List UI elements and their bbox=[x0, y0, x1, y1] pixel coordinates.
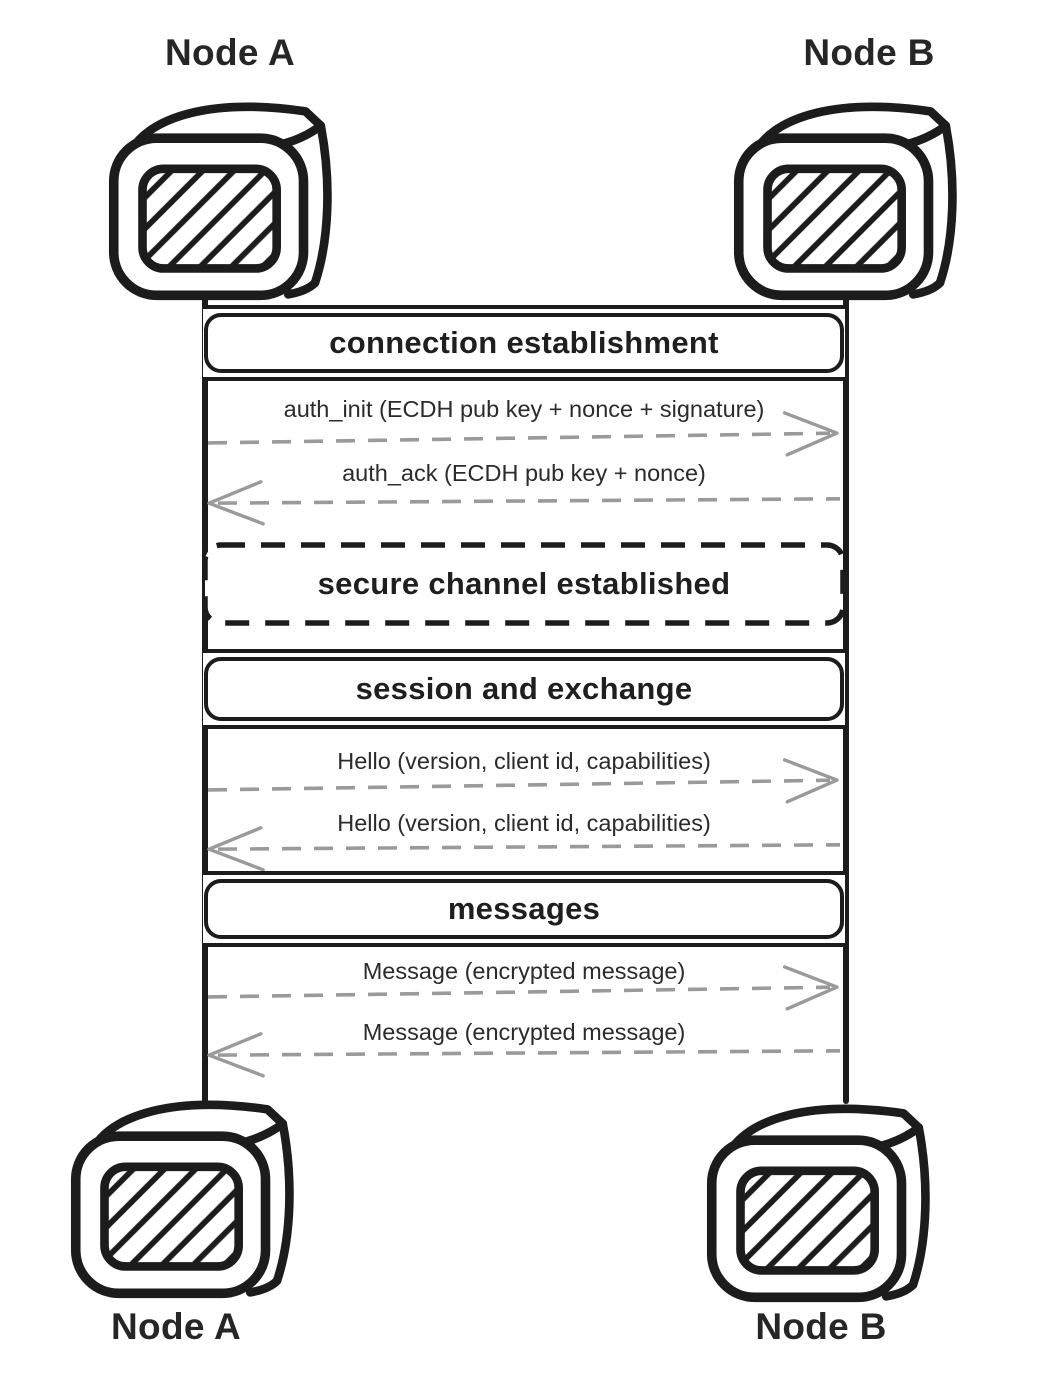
arrow-right-icon bbox=[204, 754, 845, 816]
actor-label-node-a-bottom: Node A bbox=[111, 1306, 241, 1347]
phase-header-label: connection establishment bbox=[329, 325, 719, 360]
phase-header-connection-establishment bbox=[203, 305, 845, 381]
message-auth-init-label: auth_init (ECDH pub key + nonce + signature) bbox=[283, 396, 765, 422]
message-hello-left-label: Hello (version, client id, capabilities) bbox=[337, 810, 711, 836]
message-encrypted-right-label: Message (encrypted message) bbox=[362, 958, 686, 984]
phase-header-box bbox=[204, 879, 844, 939]
node-b-computer-icon-bottom bbox=[706, 1096, 936, 1307]
phase-header-label: messages bbox=[447, 891, 601, 926]
note-label: secure channel established bbox=[317, 566, 731, 601]
arrow-left-icon bbox=[204, 1025, 844, 1081]
phase-header-label: session and exchange bbox=[355, 671, 693, 706]
message-auth-ack-label: auth_ack (ECDH pub key + nonce) bbox=[342, 460, 706, 486]
phase-header-session-and-exchange bbox=[203, 649, 845, 729]
message-encrypted-left-label: Message (encrypted message) bbox=[362, 1019, 686, 1045]
phase-header-box bbox=[204, 313, 844, 373]
arrow-right-icon bbox=[204, 961, 845, 1023]
arrow-left-icon bbox=[204, 819, 844, 875]
phase-header-messages bbox=[203, 871, 845, 947]
actor-label-node-a-top: Node A bbox=[165, 32, 295, 73]
phase-header-box bbox=[204, 657, 844, 721]
actor-label-node-b-top: Node B bbox=[803, 32, 935, 73]
arrow-left-icon bbox=[204, 473, 844, 529]
node-b-computer-icon-top bbox=[733, 94, 963, 305]
note-secure-channel-established bbox=[201, 541, 847, 627]
actor-label-node-b-bottom: Node B bbox=[755, 1306, 887, 1347]
node-a-computer-icon-bottom bbox=[70, 1092, 300, 1303]
message-hello-right-label: Hello (version, client id, capabilities) bbox=[337, 748, 711, 774]
node-a-computer-icon-top bbox=[108, 94, 338, 305]
